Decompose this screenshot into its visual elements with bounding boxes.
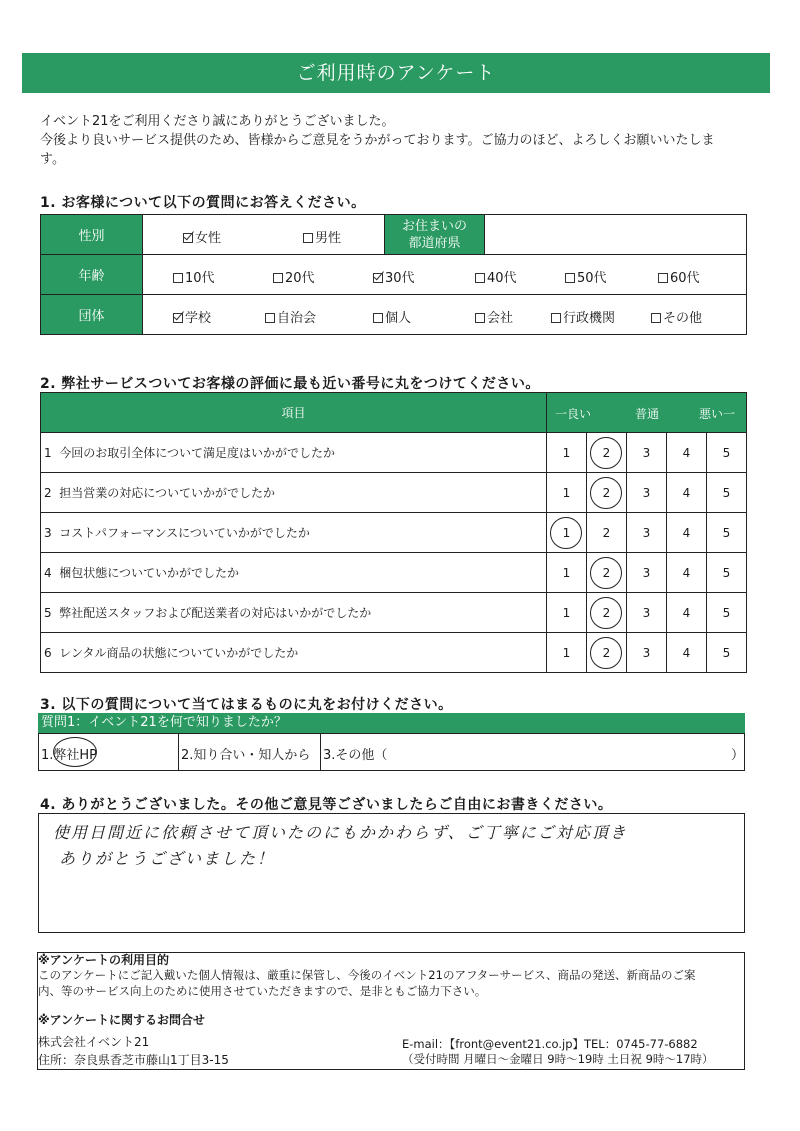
page-title: ご利用時のアンケート	[296, 62, 496, 84]
purpose-line-1: このアンケートにご記入戴いた個人情報は、厳重に保管し、今後のイベント21のアフターサービス、商品の発送、新商品のご案	[38, 968, 696, 982]
comment-line-2: ありがとうございました！	[59, 849, 276, 868]
rating-option-4[interactable]: 4	[667, 633, 707, 673]
rating-option-5[interactable]: 5	[707, 473, 747, 513]
intro-line-3: す。	[40, 152, 65, 167]
checkbox-icon[interactable]	[475, 313, 485, 323]
group-option-other[interactable]: その他	[651, 307, 702, 326]
selected-circle-icon	[590, 637, 622, 669]
section-2-heading: 2. 弊社サービスついてお客様の評価に最も近い番号に丸をつけてください。	[40, 376, 540, 392]
rating-option-5[interactable]: 5	[707, 513, 747, 553]
age-label: 年齢	[41, 255, 143, 295]
gender-label: 性別	[41, 215, 143, 255]
scale-bad-label: 悪い一	[699, 407, 736, 421]
gender-option-female[interactable]: 女性	[183, 227, 221, 246]
rating-row	[41, 513, 747, 553]
rating-option-3[interactable]: 3	[627, 593, 667, 633]
rating-row	[41, 633, 747, 673]
rating-option-5[interactable]: 5	[707, 633, 747, 673]
rating-option-5[interactable]: 5	[707, 593, 747, 633]
question-cell: 2 担当営業の対応についていかがでしたか	[41, 473, 547, 513]
rating-option-1[interactable]: 1	[547, 633, 587, 673]
group-option-individual[interactable]: 個人	[373, 307, 411, 326]
rating-row	[41, 593, 747, 633]
source-options-row	[38, 733, 745, 771]
prefecture-field[interactable]	[485, 215, 747, 255]
rating-row	[41, 433, 747, 473]
rating-option-3[interactable]: 3	[627, 633, 667, 673]
intro-line-2: 今後より良いサービス提供のため、皆様からご意見をうかがっております。ご協力のほど、よろしくお願いいたしま	[40, 133, 715, 148]
rating-option-2[interactable]: 2	[587, 633, 627, 673]
question-cell: 4 梱包状態についていかがでしたか	[41, 553, 547, 593]
selected-circle-icon	[550, 517, 582, 549]
age-option-40s[interactable]: 40代	[475, 267, 517, 286]
source-option-acquaintance[interactable]: 2.知り合い・知人から	[179, 734, 321, 770]
rating-option-3[interactable]: 3	[627, 553, 667, 593]
age-option-60s[interactable]: 60代	[658, 267, 700, 286]
age-option-20s[interactable]: 20代	[273, 267, 315, 286]
checkbox-icon[interactable]	[658, 273, 668, 283]
checkbox-icon[interactable]	[551, 313, 561, 323]
company-name: 株式会社イベント21	[38, 1035, 150, 1049]
rating-option-2[interactable]: 2	[587, 593, 627, 633]
source-option-other[interactable]: 3.その他（ ）	[323, 748, 744, 763]
checkbox-icon[interactable]	[273, 273, 283, 283]
rating-option-2[interactable]: 2	[587, 553, 627, 593]
rating-row	[41, 473, 747, 513]
scale-mid-label: 普通	[635, 407, 660, 421]
survey-title-bar	[22, 53, 770, 93]
rating-option-4[interactable]: 4	[667, 513, 707, 553]
rating-option-2[interactable]: 2	[587, 473, 627, 513]
checkbox-icon[interactable]	[651, 313, 661, 323]
gender-options-cell	[143, 215, 385, 255]
rating-option-3[interactable]: 3	[627, 473, 667, 513]
intro-text	[40, 112, 775, 169]
rating-option-4[interactable]: 4	[667, 433, 707, 473]
reception-hours: （受付時間 月曜日～金曜日 9時～19時 土日祝 9時～17時）	[402, 1052, 714, 1066]
question-1-text: 質問1：イベント21を何で知りましたか？	[41, 715, 287, 730]
checkbox-icon[interactable]	[303, 233, 313, 243]
age-option-10s[interactable]: 10代	[173, 267, 215, 286]
rating-option-2[interactable]: 2	[587, 433, 627, 473]
prefecture-label: お住まいの 都道府県	[385, 215, 485, 255]
rating-option-5[interactable]: 5	[707, 433, 747, 473]
rating-option-1[interactable]: 1	[547, 593, 587, 633]
group-option-school[interactable]: 学校	[173, 307, 211, 326]
checkbox-checked-icon[interactable]	[173, 313, 183, 323]
checkbox-icon[interactable]	[373, 313, 383, 323]
group-option-government[interactable]: 行政機関	[551, 307, 615, 326]
item-column-header: 項目	[41, 393, 547, 433]
section-1-heading: 1. お客様について以下の質問にお答えください。	[40, 195, 366, 211]
checkbox-icon[interactable]	[173, 273, 183, 283]
rating-option-2[interactable]: 2	[587, 513, 627, 553]
scale-good-label: 一良い	[555, 407, 592, 421]
intro-line-1: イベント21をご利用くださり誠にありがとうございました。	[40, 114, 395, 129]
rating-option-1[interactable]: 1	[547, 553, 587, 593]
rating-row	[41, 553, 747, 593]
checkbox-icon[interactable]	[265, 313, 275, 323]
checkbox-checked-icon[interactable]	[373, 273, 383, 283]
selected-circle-icon	[53, 737, 97, 767]
question-cell: 5 弊社配送スタッフおよび配送業者の対応はいかがでしたか	[41, 593, 547, 633]
rating-option-3[interactable]: 3	[627, 513, 667, 553]
section-4-heading: 4. ありがとうございました。その他ご意見等ございましたらご自由にお書きください。	[40, 797, 613, 813]
purpose-title: ※アンケートの利用目的	[38, 953, 169, 967]
rating-option-1[interactable]: 1	[547, 513, 587, 553]
rating-table	[40, 392, 747, 673]
footer-info-box	[37, 952, 745, 1070]
rating-option-1[interactable]: 1	[547, 473, 587, 513]
group-option-company[interactable]: 会社	[475, 307, 513, 326]
rating-option-1[interactable]: 1	[547, 433, 587, 473]
section-3-heading: 3. 以下の質問について当てはまるものに丸をお付けください。	[40, 697, 453, 713]
contact-title: ※アンケートに関するお問合せ	[38, 1013, 205, 1027]
customer-info-table	[40, 214, 747, 335]
checkbox-icon[interactable]	[475, 273, 485, 283]
question-cell: 1 今回のお取引全体について満足度はいかがでしたか	[41, 433, 547, 473]
company-address: 住所：奈良県香芝市藤山1丁目3-15	[38, 1053, 229, 1067]
rating-option-3[interactable]: 3	[627, 433, 667, 473]
contact-email-tel: E-mail：【front@event21.co.jp】TEL：0745-77-6882	[402, 1037, 698, 1051]
checkbox-checked-icon[interactable]	[183, 233, 193, 243]
age-option-30s[interactable]: 30代	[373, 267, 415, 286]
gender-option-male[interactable]: 男性	[303, 227, 341, 246]
selected-circle-icon	[590, 477, 622, 509]
purpose-line-2: 内、等のサービス向上のために使用させていただきますので、是非ともご協力下さい。	[38, 984, 487, 998]
selected-circle-icon	[590, 557, 622, 589]
group-options-cell	[143, 295, 747, 335]
age-option-50s[interactable]: 50代	[565, 267, 607, 286]
rating-option-5[interactable]: 5	[707, 553, 747, 593]
source-option-website[interactable]: 1.弊社HP	[39, 734, 179, 770]
rating-option-4[interactable]: 4	[667, 553, 707, 593]
selected-circle-icon	[590, 437, 622, 469]
comment-box[interactable]	[38, 813, 745, 933]
rating-option-4[interactable]: 4	[667, 473, 707, 513]
question-cell: 3 コストパフォーマンスについていかがでしたか	[41, 513, 547, 553]
group-label: 団体	[41, 295, 143, 335]
question-1-bar	[38, 713, 745, 733]
scale-header	[547, 393, 747, 433]
checkbox-icon[interactable]	[565, 273, 575, 283]
age-options-cell	[143, 255, 747, 295]
group-option-neighborhood[interactable]: 自治会	[265, 307, 316, 326]
selected-circle-icon	[590, 597, 622, 629]
comment-line-1: 使用日間近に依頼させて頂いたのにもかかわらず、ご丁寧にご対応頂き	[53, 823, 628, 842]
rating-option-4[interactable]: 4	[667, 593, 707, 633]
question-cell: 6 レンタル商品の状態についていかがでしたか	[41, 633, 547, 673]
